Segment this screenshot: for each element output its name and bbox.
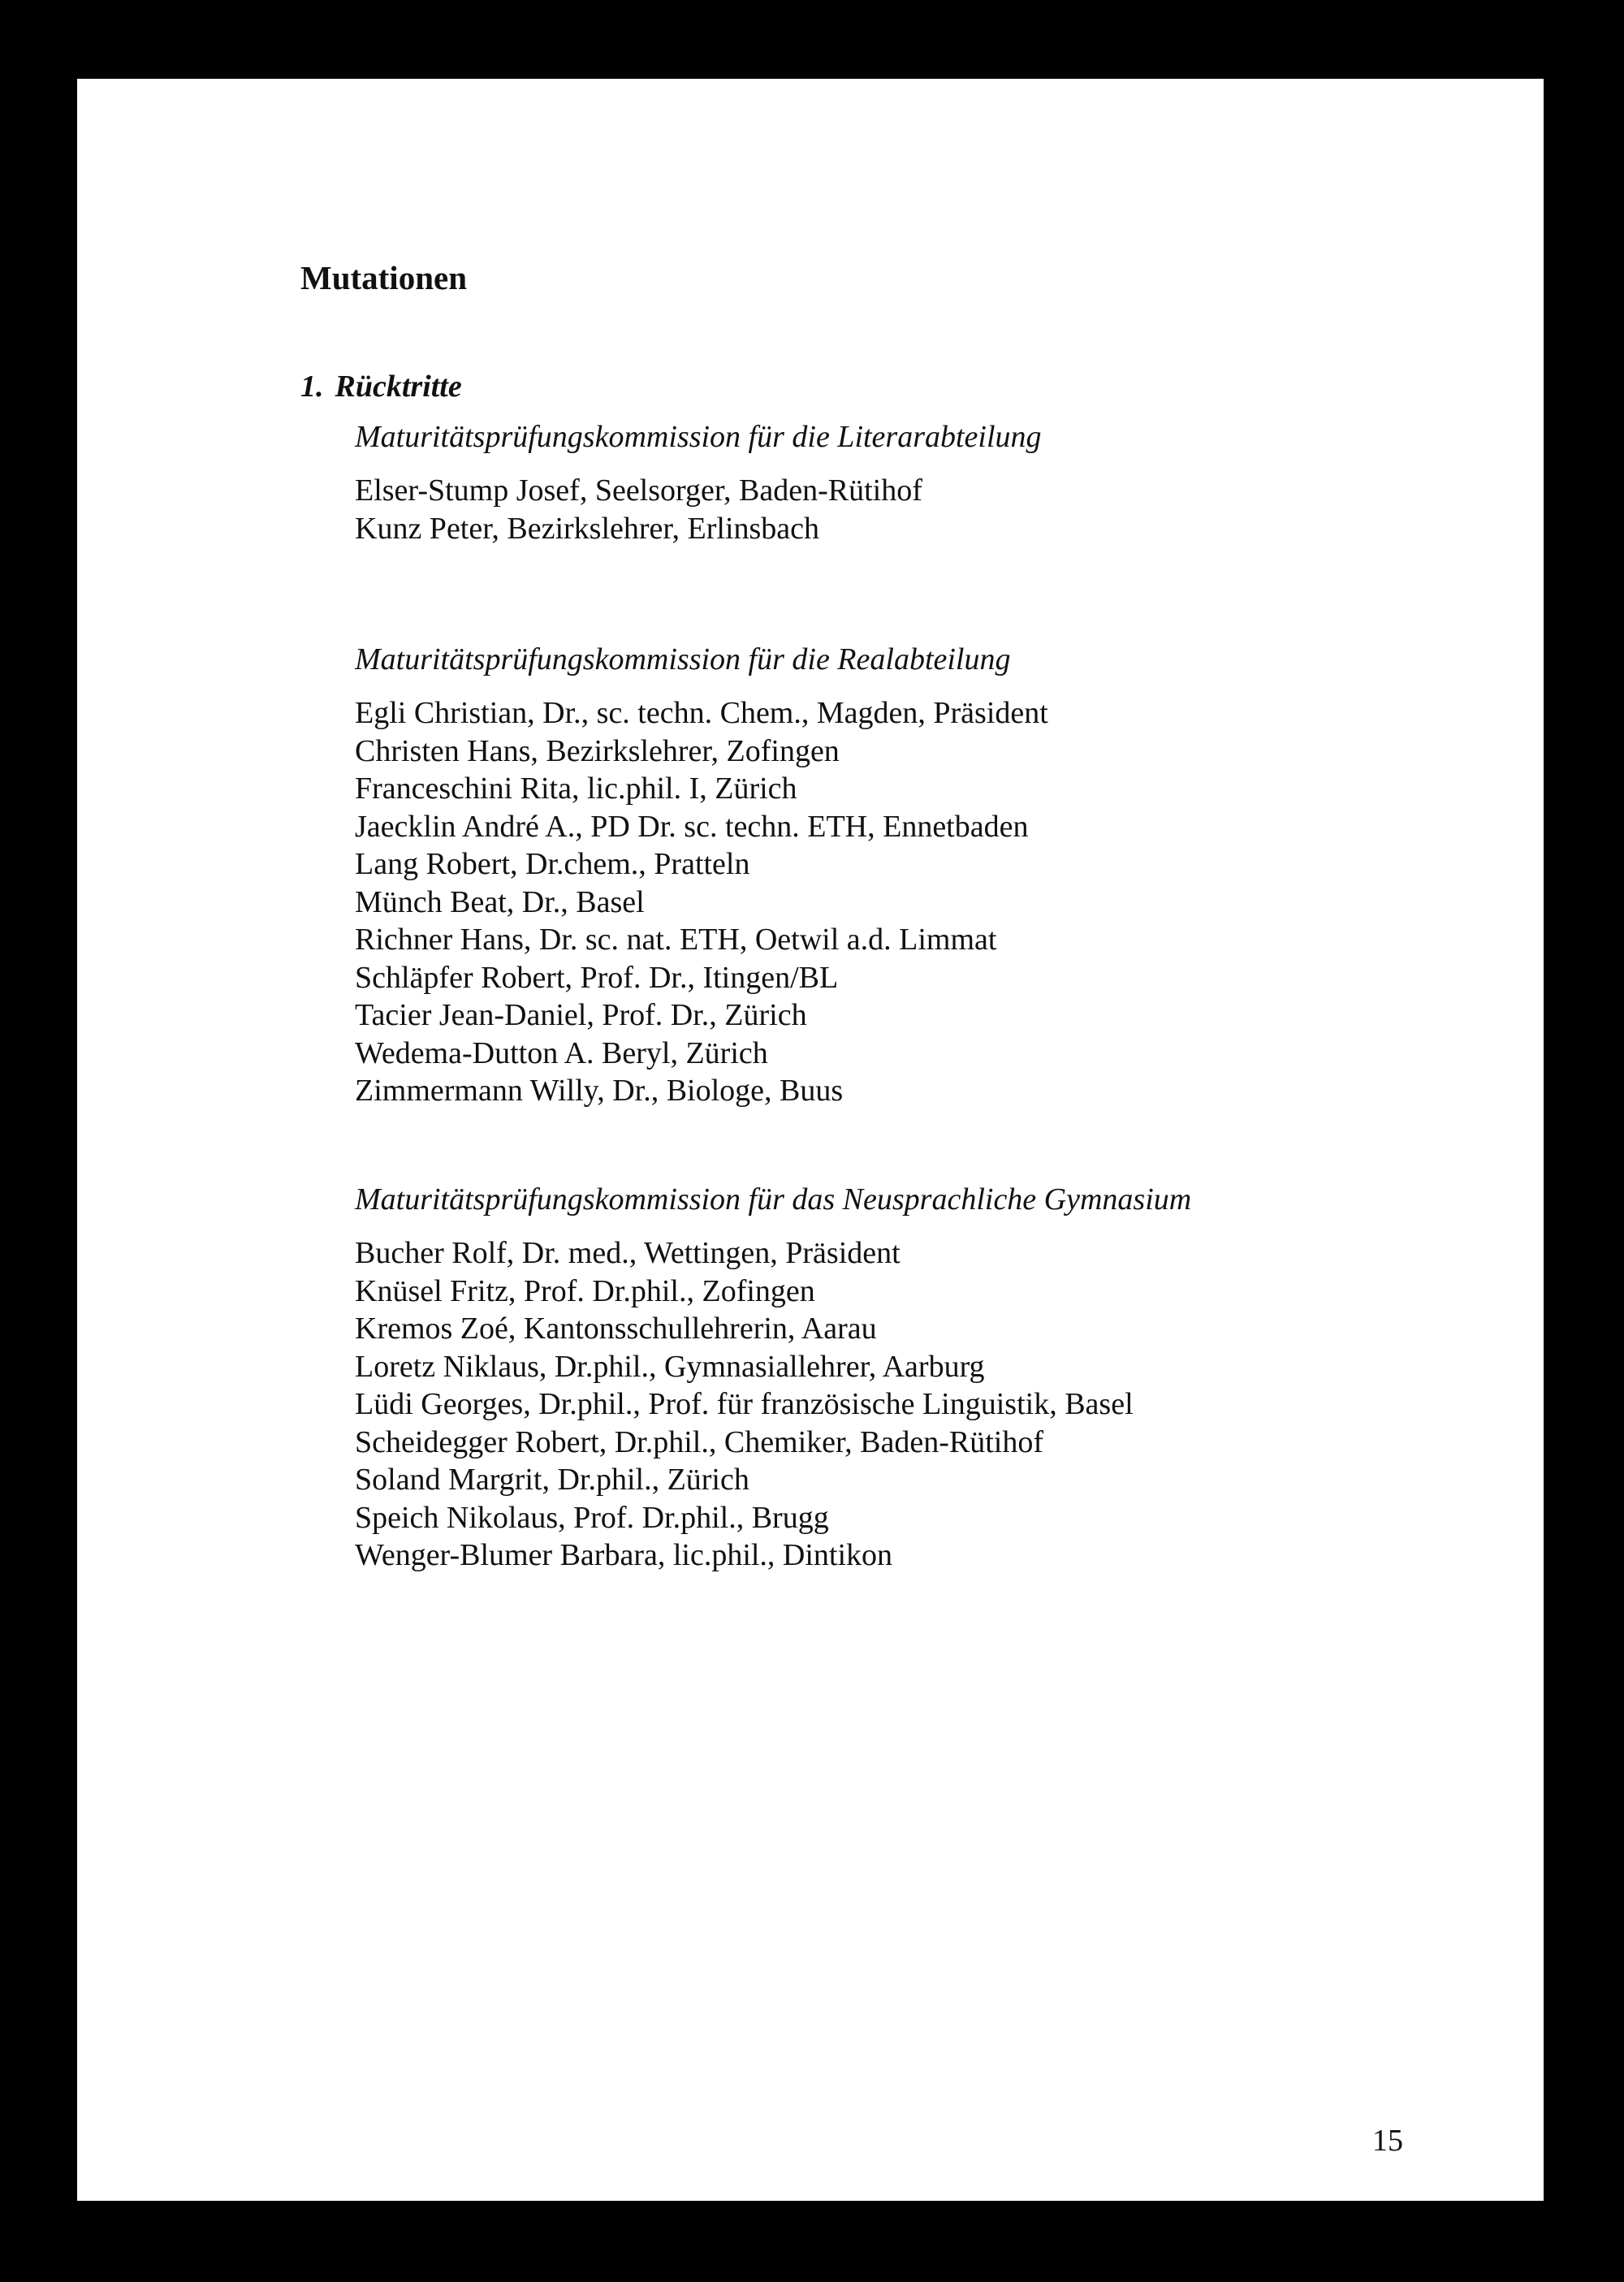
document-page xyxy=(77,79,1544,2201)
group-title: Maturitätsprüfungskommission für die Literarabteilung xyxy=(355,420,1042,454)
list-item: Knüsel Fritz, Prof. Dr.phil., Zofingen xyxy=(355,1273,815,1308)
list-item: Schläpfer Robert, Prof. Dr., Itingen/BL xyxy=(355,960,839,995)
list-item: Tacier Jean-Daniel, Prof. Dr., Zürich xyxy=(355,998,807,1032)
member-list xyxy=(355,1234,1191,1575)
list-item: Jaecklin André A., PD Dr. sc. techn. ETH, Ennetbaden xyxy=(355,809,1029,844)
group-title: Maturitätsprüfungskommission für die Realabteilung xyxy=(355,642,1011,676)
list-item: Christen Hans, Bezirkslehrer, Zofingen xyxy=(355,733,840,768)
list-item: Bucher Rolf, Dr. med., Wettingen, Präsident xyxy=(355,1236,901,1270)
member-list xyxy=(355,472,1042,547)
group-neusprachliches-gymnasium xyxy=(355,1181,1191,1575)
list-item: Wenger-Blumer Barbara, lic.phil., Dintikon xyxy=(355,1538,893,1572)
page-title: Mutationen xyxy=(300,259,467,296)
page-number: 15 xyxy=(1372,2124,1403,2158)
section-number: 1. xyxy=(300,370,324,404)
list-item: Zimmermann Willy, Dr., Biologe, Buus xyxy=(355,1074,844,1108)
list-item: Lang Robert, Dr.chem., Pratteln xyxy=(355,847,750,881)
list-item: Egli Christian, Dr., sc. techn. Chem., Magden, Präsident xyxy=(355,696,1048,730)
list-item: Elser-Stump Josef, Seelsorger, Baden-Rütihof xyxy=(355,473,922,508)
section-heading-ruecktritte xyxy=(300,371,462,402)
section-title: Rücktritte xyxy=(335,370,462,404)
list-item: Kremos Zoé, Kantonsschullehrerin, Aarau xyxy=(355,1312,877,1346)
list-item: Speich Nikolaus, Prof. Dr.phil., Brugg xyxy=(355,1500,829,1535)
group-title: Maturitätsprüfungskommission für das Neusprachliche Gymnasium xyxy=(355,1182,1192,1217)
list-item: Scheidegger Robert, Dr.phil., Chemiker, Baden-Rütihof xyxy=(355,1424,1044,1459)
list-item: Wedema-Dutton A. Beryl, Zürich xyxy=(355,1035,768,1070)
member-list xyxy=(355,694,1048,1110)
group-realabteilung xyxy=(355,641,1048,1110)
list-item: Franceschini Rita, lic.phil. I, Zürich xyxy=(355,771,797,806)
group-literarabteilung xyxy=(355,418,1042,547)
list-item: Kunz Peter, Bezirkslehrer, Erlinsbach xyxy=(355,511,820,546)
list-item: Münch Beat, Dr., Basel xyxy=(355,884,645,919)
list-item: Loretz Niklaus, Dr.phil., Gymnasiallehrer, Aarburg xyxy=(355,1349,985,1384)
list-item: Soland Margrit, Dr.phil., Zürich xyxy=(355,1463,749,1497)
list-item: Richner Hans, Dr. sc. nat. ETH, Oetwil a.d. Limmat xyxy=(355,923,997,957)
list-item: Lüdi Georges, Dr.phil., Prof. für französische Linguistik, Basel xyxy=(355,1387,1134,1421)
